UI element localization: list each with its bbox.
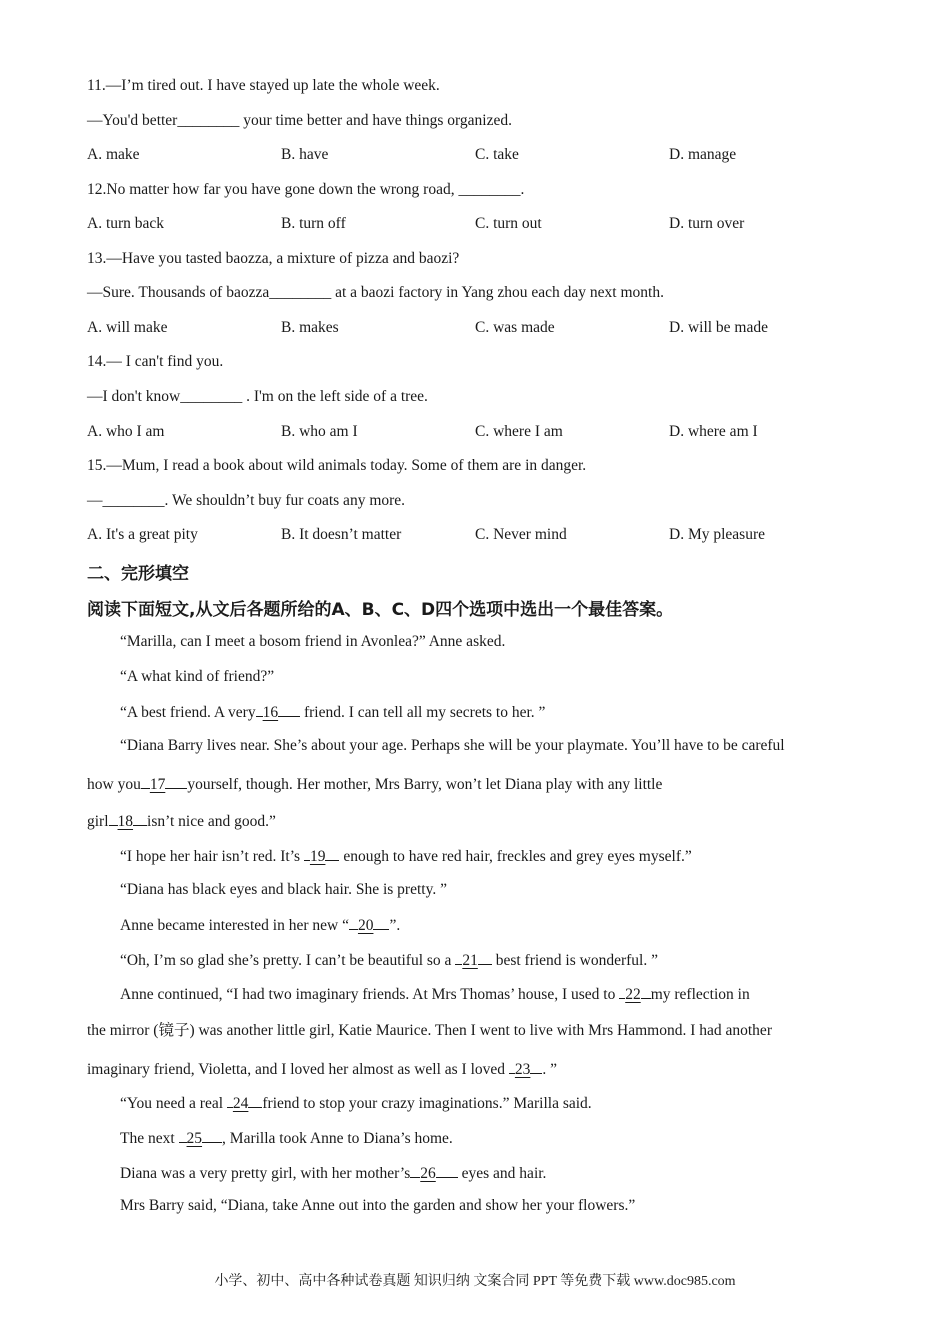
q15-blank: ________: [102, 492, 165, 509]
blank-25: 25: [186, 1130, 203, 1147]
passage-line: “A best friend. A very 16 friend. I can tell all my secrets to her. ”: [120, 701, 545, 723]
passage-line: “You need a real 24 friend to stop your crazy imaginations.” Marilla said.: [120, 1092, 592, 1114]
q12-option-d: D. turn over: [669, 215, 745, 232]
passage-line: how you 17 yourself, though. Her mother, Mrs Barry, won’t let Diana play with any little: [87, 773, 662, 795]
q14-option-b: B. who am I: [281, 423, 358, 440]
passage-line: imaginary friend, Violetta, and I loved her almost as well as I loved 23 . ”: [87, 1058, 557, 1080]
passage-line: Anne continued, “I had two imaginary friends. At Mrs Thomas’ house, I used to 22 my reflection in: [120, 983, 750, 1005]
q15-option-c: C. Never mind: [475, 526, 567, 543]
q15-dialogue: —________. We shouldn’t buy fur coats any more.: [87, 492, 406, 509]
q13-option-d: D. will be made: [669, 319, 769, 336]
q13-option-b: B. makes: [281, 319, 339, 336]
passage-line: Diana was a very pretty girl, with her mother’s 26 eyes and hair.: [120, 1162, 546, 1184]
q15-stem: 15.—Mum, I read a book about wild animals today. Some of them are in danger.: [87, 457, 587, 474]
passage-line: Mrs Barry said, “Diana, take Anne out into the garden and show her your flowers.”: [120, 1197, 636, 1214]
q11-option-c: C. take: [475, 146, 519, 163]
q13-stem: 13.—Have you tasted baozza, a mixture of pizza and baozi?: [87, 250, 460, 267]
q14-option-a: A. who I am: [87, 423, 165, 440]
q13-blank: ________: [269, 284, 332, 301]
blank-20: 20: [357, 917, 374, 934]
blank-26: 26: [420, 1165, 436, 1182]
passage-line: “Oh, I’m so glad she’s pretty. I can’t be beautiful so a 21 best friend is wonderful. ”: [120, 949, 658, 971]
passage-line: the mirror (镜子) was another little girl, Katie Maurice. Then I went to live with Mrs Hammond. I had another: [87, 1022, 772, 1039]
passage-line: “I hope her hair isn’t red. It’s 19 enough to have red hair, freckles and grey eyes myself.”: [120, 845, 692, 867]
passage-line: Anne became interested in her new “ 20 ”.: [120, 914, 400, 936]
q11-option-a: A. make: [87, 146, 140, 163]
passage-line: “Diana has black eyes and black hair. She is pretty. ”: [120, 881, 447, 898]
blank-18: 18: [117, 813, 134, 830]
q13-option-a: A. will make: [87, 319, 168, 336]
passage-line: “A what kind of friend?”: [120, 668, 275, 685]
passage-line: “Diana Barry lives near. She’s about your age. Perhaps she will be your playmate. You’ll have to be careful: [120, 737, 785, 754]
q13-option-c: C. was made: [475, 319, 555, 336]
q14-blank: ________: [180, 388, 243, 405]
q12-option-b: B. turn off: [281, 215, 346, 232]
passage-line: “Marilla, can I meet a bosom friend in Avonlea?” Anne asked.: [120, 633, 506, 650]
blank-21: 21: [462, 952, 478, 969]
blank-23: 23: [514, 1061, 531, 1078]
q12-option-c: C. turn out: [475, 215, 542, 232]
q11-stem: 11.—I’m tired out. I have stayed up late the whole week.: [87, 77, 440, 94]
section-title: 二、完形填空: [87, 564, 189, 584]
q12-stem: 12.No matter how far you have gone down the wrong road, ________.: [87, 181, 525, 198]
q14-option-c: C. where I am: [475, 423, 563, 440]
q11-blank: ________: [177, 112, 240, 129]
blank-22: 22: [625, 986, 641, 1003]
blank-24: 24: [232, 1095, 249, 1112]
q14-stem: 14.— I can't find you.: [87, 353, 224, 370]
q11-option-b: B. have: [281, 146, 329, 163]
page-footer: 小学、初中、高中各种试卷真题 知识归纳 文案合同 PPT 等免费下载 www.doc985.com: [214, 1274, 736, 1289]
q13-dialogue: —Sure. Thousands of baozza________ at a baozi factory in Yang zhou each day next month.: [87, 284, 664, 301]
blank-17: 17: [149, 776, 166, 793]
q14-option-d: D. where am I: [669, 423, 758, 440]
blank-16: 16: [262, 704, 279, 721]
q15-option-a: A. It's a great pity: [87, 526, 198, 543]
q11-dialogue: —You'd better________ your time better and have things organized.: [87, 112, 512, 129]
q15-option-d: D. My pleasure: [669, 526, 765, 543]
q14-dialogue: —I don't know________ . I'm on the left side of a tree.: [87, 388, 428, 405]
q11-option-d: D. manage: [669, 146, 737, 163]
passage-line: girl 18 isn’t nice and good.”: [87, 810, 276, 832]
passage-line: The next 25 , Marilla took Anne to Diana’s home.: [120, 1127, 453, 1149]
q15-option-b: B. It doesn’t matter: [281, 526, 402, 543]
section-instruction: 阅读下面短文,从文后各题所给的A、B、C、D四个选项中选出一个最佳答案。: [87, 600, 674, 620]
blank-19: 19: [309, 848, 326, 865]
q12-option-a: A. turn back: [87, 215, 165, 232]
